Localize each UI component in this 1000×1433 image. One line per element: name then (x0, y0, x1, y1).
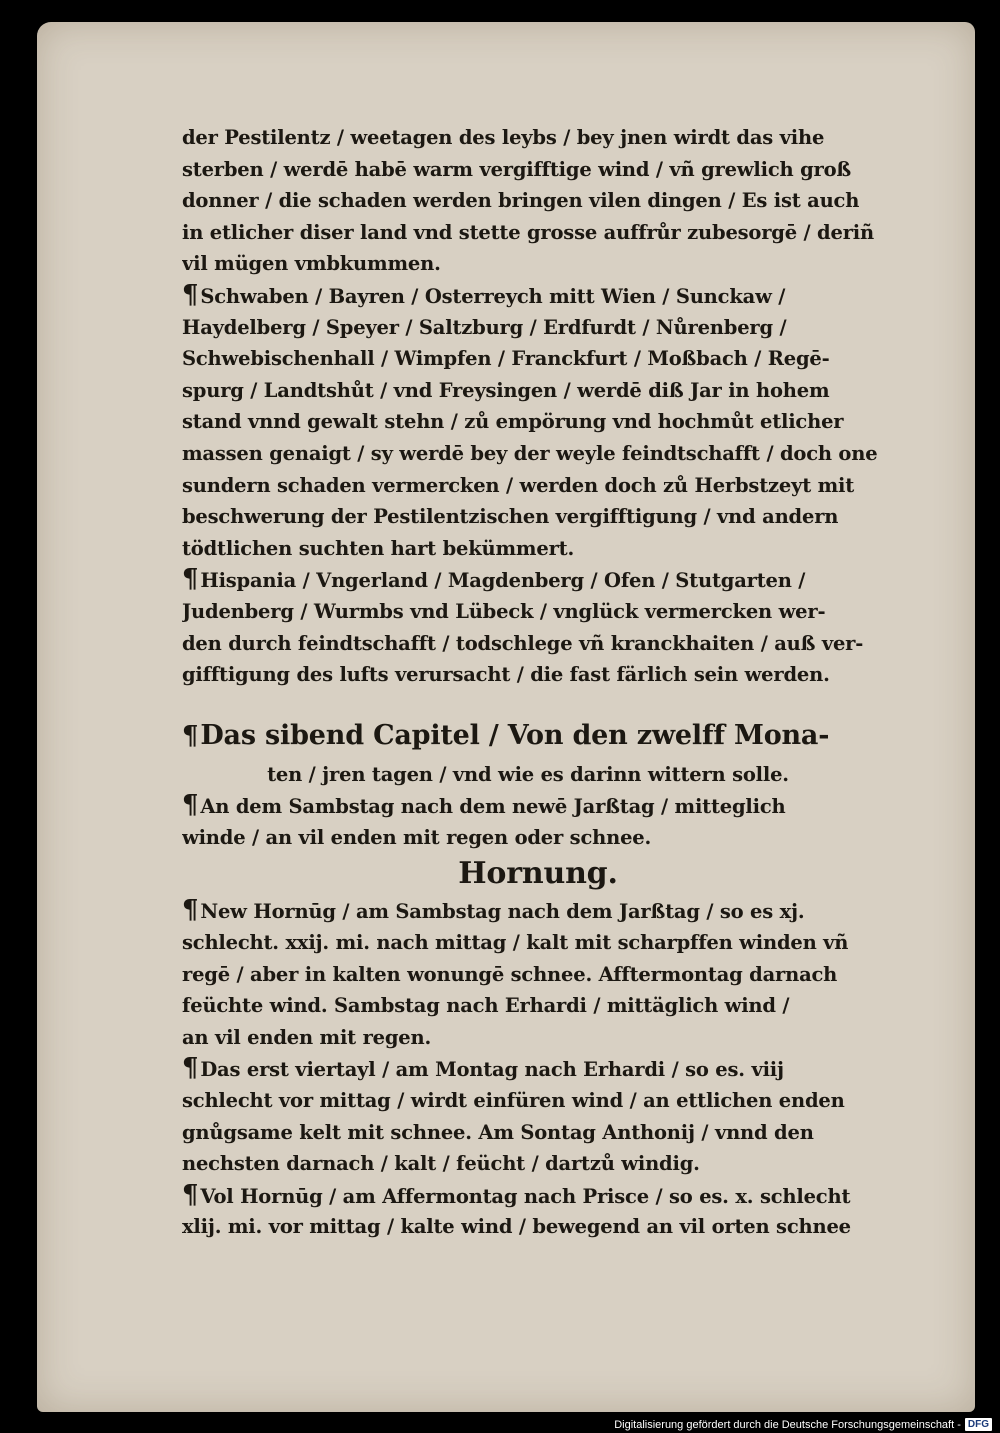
text-line: Judenberg / Wurmbs vnd Lübeck / vnglück vermercken wer- (182, 599, 826, 623)
paragraph-5 (182, 895, 934, 1053)
text-line-first: ¶ Schwaben / Bayren / Osterreych mitt Wien / Sunckaw / (182, 279, 786, 310)
text-line: xlij. mi. vor mittag / kalte wind / bewegend an vil orten schnee (182, 1215, 851, 1239)
funding-credit: Digitalisierung gefördert durch die Deutsche Forschungsgemeinschaft - (614, 1418, 961, 1431)
paragraph-7 (182, 1180, 934, 1243)
footer (614, 1416, 992, 1433)
paragraph-mark: ¶ (182, 790, 199, 821)
text-line: tödtlichen suchten hart bekümmert. (182, 536, 575, 560)
text-line: spurg / Landtshůt / vnd Freysingen / werdē diß Jar in hohem (182, 378, 830, 402)
text-line: schlecht vor mittag / wirdt einfüren wind / an ettlichen enden (182, 1089, 845, 1113)
text-line: regē / aber in kalten wonungē schnee. Afftermontag darnach (182, 962, 838, 986)
text-line: winde / an vil enden mit regen oder schnee. (182, 825, 652, 849)
paragraph-6 (182, 1053, 934, 1179)
text-line: nechsten darnach / kalt / feücht / dartzů windig. (182, 1152, 700, 1176)
paragraph-mark: ¶ (182, 564, 199, 595)
paragraph-3 (182, 564, 934, 690)
paragraph-1 (182, 122, 934, 280)
text-line: gnůgsame kelt mit schnee. Am Sontag Anthonij / vnnd den (182, 1120, 814, 1144)
month-title: Hornung. (458, 856, 618, 892)
text-line-first: ¶ Das erst viertayl / am Montag nach Erhardi / so es. viij (182, 1053, 784, 1084)
dfg-logo-icon[interactable]: DFG (965, 1418, 992, 1431)
text-line: sterben / werdē habē warm vergifftige wind / vñ grewlich groß (182, 157, 852, 181)
text-line: vil mügen vmbkummen. (182, 252, 441, 276)
text-line: sundern schaden vermercken / werden doch zů Herbstzeyt mit (182, 473, 855, 497)
text-line: stand vnnd gewalt stehn / zů empörung vnd hochmůt etlicher (182, 410, 844, 434)
paragraph-mark: ¶ (182, 1053, 199, 1084)
page-text (182, 122, 934, 1243)
text-line-first: ¶ New Hornūg / am Sambstag nach dem Jarßtag / so es xj. (182, 895, 805, 926)
text-line: in etlicher diser land vnd stette grosse auffrůr zubesorgē / deriñ (182, 220, 874, 244)
text-line-first: ¶ Hispania / Vngerland / Magdenberg / Ofen / Stutgarten / (182, 564, 806, 595)
paragraph-mark: ¶ (182, 279, 199, 310)
text-line: Haydelberg / Speyer / Saltzburg / Erdfurdt / Nůrenberg / (182, 315, 787, 339)
text-line-first: ¶ Vol Hornūg / am Affermontag nach Prisce / so es. x. schlecht (182, 1179, 851, 1210)
paragraph-mark: ¶ (182, 895, 199, 926)
text-line: den durch feindtschafft / todschlege vñ kranckhaiten / auß ver- (182, 631, 864, 655)
text-line: feüchte wind. Sambstag nach Erhardi / mittäglich wind / (182, 994, 790, 1018)
chapter-heading-continuation: ten / jren tagen / vnd wie es darinn wittern solle. (267, 762, 789, 786)
paragraph-2 (182, 280, 934, 564)
text-line: an vil enden mit regen. (182, 1025, 432, 1049)
text-line: donner / die schaden werden bringen vilen dingen / Es ist auch (182, 189, 860, 213)
text-line: Schwebischenhall / Wimpfen / Franckfurt / Moßbach / Regē- (182, 347, 830, 371)
text-line: gifftigung des lufts verursacht / die fast färlich sein werden. (182, 663, 830, 687)
paragraph-mark: ¶ (182, 1179, 199, 1210)
paragraph-mark: ¶ (182, 720, 199, 751)
text-line: schlecht. xxij. mi. nach mittag / kalt mit scharpffen winden vñ (182, 931, 849, 955)
chapter-heading: ¶Das sibend Capitel / Von den zwelff Mona- (182, 719, 830, 751)
text-line-first: ¶ An dem Sambstag nach dem newē Jarßtag / mitteglich (182, 790, 786, 821)
text-line: der Pestilentz / weetagen des leybs / bey jnen wirdt das vihe (182, 126, 825, 149)
text-line: beschwerung der Pestilentzischen vergifftigung / vnd andern (182, 505, 839, 529)
text-line: massen genaigt / sy werdē bey der weyle feindtschafft / doch one (182, 441, 878, 465)
paragraph-4 (182, 790, 934, 853)
